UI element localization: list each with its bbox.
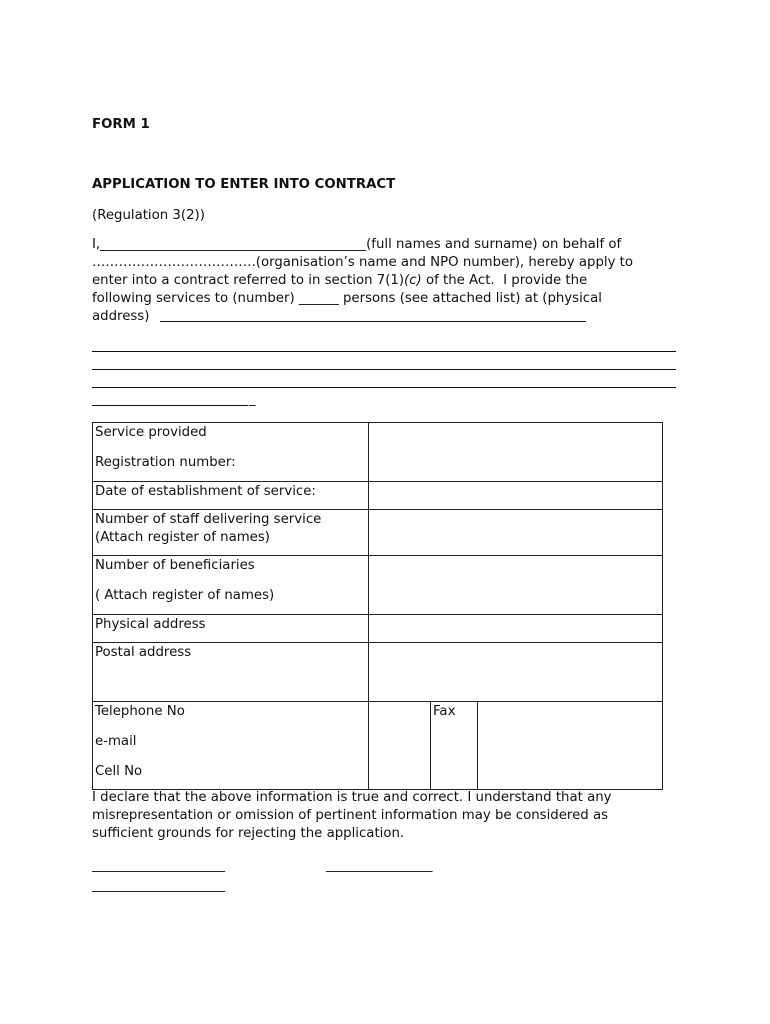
- table-row: [93, 702, 663, 790]
- address-line-tail: _: [249, 392, 256, 407]
- table-row: [93, 423, 663, 482]
- paragraph-line-3: [92, 272, 633, 290]
- declaration-line-1: I declare that the above information is true and correct. I understand that any: [92, 790, 612, 805]
- staff-label-cell: [93, 510, 369, 556]
- beneficiaries-register-note: ( Attach register of names): [95, 588, 275, 603]
- service-label-cell: [93, 423, 369, 482]
- table-row: [93, 643, 663, 702]
- registration-number-label: Registration number:: [95, 455, 236, 470]
- fax-field[interactable]: [478, 702, 663, 790]
- postal-address-label: Postal address: [93, 643, 369, 702]
- declaration-line-3: sufficient grounds for rejecting the application.: [92, 826, 405, 841]
- paragraph-line-5: address): [92, 309, 150, 324]
- signature-line-2[interactable]: ____________________: [92, 878, 225, 893]
- table-row: [93, 510, 663, 556]
- service-provided-field[interactable]: [369, 423, 663, 482]
- paragraph-line-1: I,________________________________________(full names and surname) on behalf of: [92, 237, 622, 252]
- beneficiaries-label-cell: [93, 556, 369, 615]
- address-line-4[interactable]: [92, 387, 676, 388]
- address-line-2[interactable]: [92, 351, 676, 352]
- date-signature-line[interactable]: ________________: [326, 858, 433, 873]
- table-row: [93, 482, 663, 510]
- staff-register-note: (Attach register of names): [95, 530, 270, 545]
- contact-field[interactable]: [369, 702, 431, 790]
- table-row: [93, 615, 663, 643]
- cell-label: Cell No: [95, 764, 143, 779]
- physical-address-field[interactable]: [369, 615, 663, 643]
- page-title: APPLICATION TO ENTER INTO CONTRACT: [92, 177, 396, 192]
- paragraph-line-3-start: enter into a contract referred to in section 7(1): [92, 273, 405, 288]
- email-label: e-mail: [95, 734, 137, 749]
- date-established-field[interactable]: [369, 482, 663, 510]
- paragraph-line-3-italic: (c): [404, 273, 422, 288]
- staff-count-label: Number of staff delivering service: [95, 512, 322, 527]
- fax-label: Fax: [431, 702, 478, 790]
- date-established-label: Date of establishment of service:: [93, 482, 369, 510]
- paragraph-line-4: following services to (number) ______ persons (see attached list) at (physical: [92, 291, 602, 306]
- beneficiaries-label: Number of beneficiaries: [95, 558, 255, 573]
- postal-address-field[interactable]: [369, 643, 663, 702]
- address-line-1[interactable]: [160, 321, 586, 322]
- table-row: [93, 556, 663, 615]
- declaration-text: [92, 789, 612, 843]
- form-label: FORM 1: [92, 117, 150, 132]
- staff-count-field[interactable]: [369, 510, 663, 556]
- signature-line-1[interactable]: ____________________: [92, 858, 225, 873]
- application-paragraph: [92, 236, 633, 326]
- beneficiaries-field[interactable]: [369, 556, 663, 615]
- address-line-3[interactable]: [92, 369, 676, 370]
- service-provided-label: Service provided: [95, 425, 207, 440]
- declaration-line-2: misrepresentation or omission of pertinent information may be considered as: [92, 808, 609, 823]
- service-details-table: [92, 422, 663, 790]
- address-line-5[interactable]: [92, 405, 248, 406]
- paragraph-line-3-end: of the Act. I provide the: [421, 273, 588, 288]
- physical-address-label: Physical address: [93, 615, 369, 643]
- telephone-label: Telephone No: [95, 704, 185, 719]
- regulation-reference: (Regulation 3(2)): [92, 208, 205, 223]
- contact-label-cell: [93, 702, 369, 790]
- paragraph-line-2: ……………………………….(organisation’s name and NPO number), hereby apply to: [92, 255, 634, 270]
